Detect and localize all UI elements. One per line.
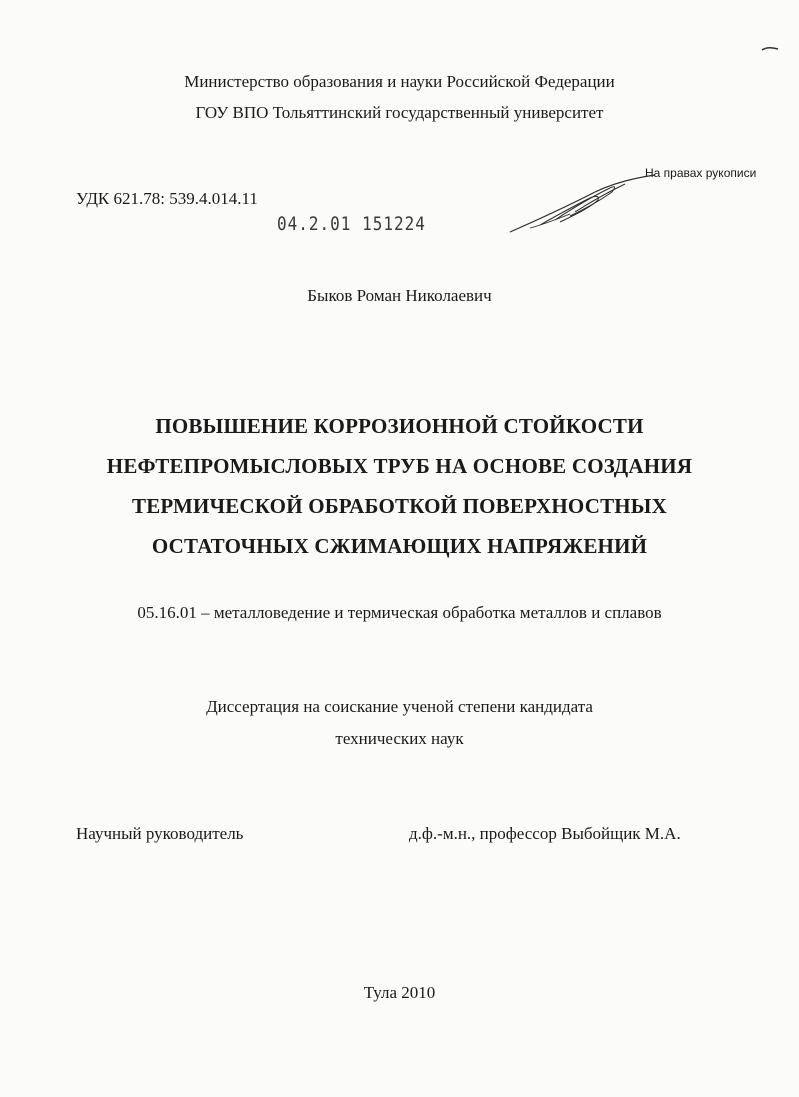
title-line: ПОВЫШЕНИЕ КОРРОЗИОННОЙ СТОЙКОСТИ (155, 414, 644, 438)
ministry-heading: Министерство образования и науки Российской Федерации (184, 72, 615, 91)
title-line: ОСТАТОЧНЫХ СЖИМАЮЩИХ НАПРЯЖЕНИЙ (151, 534, 648, 558)
author-name: Быков Роман Николаевич (307, 286, 492, 305)
city-year: Тула 2010 (363, 983, 436, 1002)
university-heading: ГОУ ВПО Тольяттинский государственный университет (195, 103, 604, 122)
manuscript-note: На правах рукописи (645, 166, 757, 180)
specialty-code: 05.16.01 – металловедение и термическая обработка металлов и сплавов (137, 603, 662, 622)
degree-line-2: технических наук (335, 729, 464, 748)
supervisor-name: д.ф.-м.н., профессор Выбойщик М.А. (409, 824, 681, 843)
corner-pen-mark (760, 44, 780, 54)
udk-code: УДК 621.78: 539.4.014.11 (76, 189, 258, 208)
title-line: ТЕРМИЧЕСКОЙ ОБРАБОТКОЙ ПОВЕРХНОСТНЫХ (131, 494, 667, 518)
dissertation-title (0, 406, 799, 566)
title-line: НЕФТЕПРОМЫСЛОВЫХ ТРУБ НА ОСНОВЕ СОЗДАНИЯ (106, 454, 693, 478)
handwritten-signature (500, 170, 660, 240)
degree-line-1: Диссертация на соискание ученой степени кандидата (206, 697, 593, 716)
registration-stamp: 04.2.01 151224 (277, 212, 426, 235)
supervisor-label: Научный руководитель (76, 824, 244, 843)
